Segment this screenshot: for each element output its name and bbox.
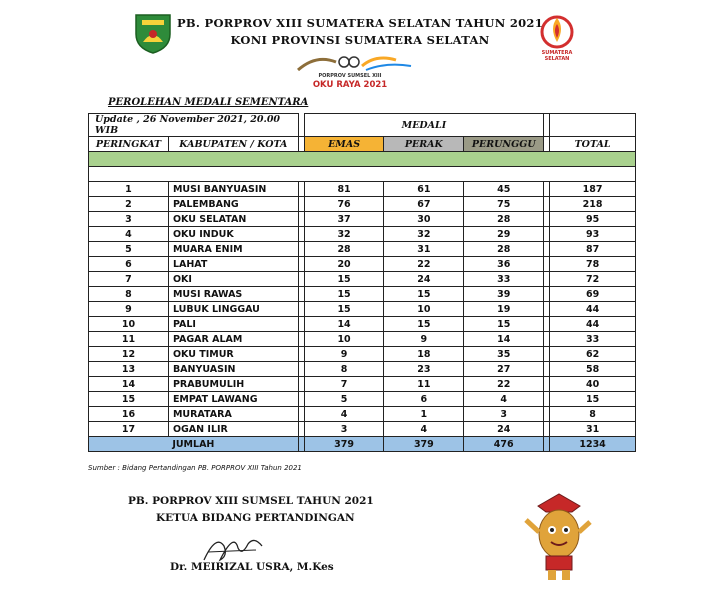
perunggu-cell: 22 xyxy=(464,377,544,392)
kabupaten-cell: MUSI RAWAS xyxy=(168,287,298,302)
totals-total: 1234 xyxy=(550,437,636,452)
perak-cell: 11 xyxy=(384,377,464,392)
col-emas: EMAS xyxy=(304,137,384,152)
medal-table xyxy=(88,113,636,452)
emas-cell: 15 xyxy=(304,302,384,317)
table-row xyxy=(89,272,636,287)
emas-cell: 5 xyxy=(304,392,384,407)
rank-cell: 17 xyxy=(89,422,169,437)
table-row xyxy=(89,362,636,377)
rank-cell: 3 xyxy=(89,212,169,227)
total-cell: 218 xyxy=(550,197,636,212)
emas-cell: 37 xyxy=(304,212,384,227)
kabupaten-cell: MUARA ENIM xyxy=(168,242,298,257)
update-text: Update , 26 November 2021, 20.00 WIB xyxy=(89,114,299,137)
perunggu-cell: 36 xyxy=(464,257,544,272)
kabupaten-cell: BANYUASIN xyxy=(168,362,298,377)
col-perak: PERAK xyxy=(384,137,464,152)
green-band xyxy=(89,152,636,167)
emas-cell: 9 xyxy=(304,347,384,362)
perak-cell: 6 xyxy=(384,392,464,407)
emas-cell: 28 xyxy=(304,242,384,257)
perak-cell: 15 xyxy=(384,287,464,302)
emas-cell: 10 xyxy=(304,332,384,347)
rank-cell: 11 xyxy=(89,332,169,347)
total-cell: 15 xyxy=(550,392,636,407)
kabupaten-cell: MURATARA xyxy=(168,407,298,422)
total-cell: 31 xyxy=(550,422,636,437)
kabupaten-cell: PRABUMULIH xyxy=(168,377,298,392)
kabupaten-cell: EMPAT LAWANG xyxy=(168,392,298,407)
rank-cell: 9 xyxy=(89,302,169,317)
total-cell: 44 xyxy=(550,302,636,317)
medali-header: MEDALI xyxy=(304,114,544,137)
total-cell: 33 xyxy=(550,332,636,347)
totals-row xyxy=(89,437,636,452)
perak-cell: 10 xyxy=(384,302,464,317)
emas-cell: 4 xyxy=(304,407,384,422)
perunggu-cell: 19 xyxy=(464,302,544,317)
perak-cell: 9 xyxy=(384,332,464,347)
emas-cell: 15 xyxy=(304,272,384,287)
total-cell: 69 xyxy=(550,287,636,302)
kabupaten-cell: PAGAR ALAM xyxy=(168,332,298,347)
perak-cell: 31 xyxy=(384,242,464,257)
emas-cell: 7 xyxy=(304,377,384,392)
total-cell: 78 xyxy=(550,257,636,272)
perunggu-cell: 28 xyxy=(464,212,544,227)
kabupaten-cell: LAHAT xyxy=(168,257,298,272)
totals-perunggu: 476 xyxy=(464,437,544,452)
perak-cell: 15 xyxy=(384,317,464,332)
source-note: Sumber : Bidang Pertandingan PB. PORPROV XIII Tahun 2021 xyxy=(88,464,302,472)
rank-cell: 10 xyxy=(89,317,169,332)
table-title: PEROLEHAN MEDALI SEMENTARA xyxy=(108,97,309,108)
table-row xyxy=(89,242,636,257)
event-logo-line2: OKU RAYA 2021 xyxy=(312,80,388,90)
perunggu-cell: 75 xyxy=(464,197,544,212)
table-row xyxy=(89,197,636,212)
koni-logo-caption: SUMATERA SELATAN xyxy=(541,50,573,62)
total-cell: 87 xyxy=(550,242,636,257)
perak-cell: 67 xyxy=(384,197,464,212)
col-total: TOTAL xyxy=(550,137,636,152)
perunggu-cell: 33 xyxy=(464,272,544,287)
col-perunggu: PERUNGGU xyxy=(464,137,544,152)
rank-cell: 7 xyxy=(89,272,169,287)
perunggu-cell: 27 xyxy=(464,362,544,377)
table-row xyxy=(89,392,636,407)
signature-org: PB. PORPROV XIII SUMSEL TAHUN 2021 xyxy=(128,495,374,507)
perunggu-cell: 28 xyxy=(464,242,544,257)
perunggu-cell: 24 xyxy=(464,422,544,437)
kabupaten-cell: MUSI BANYUASIN xyxy=(168,182,298,197)
rank-cell: 1 xyxy=(89,182,169,197)
rank-cell: 4 xyxy=(89,227,169,242)
rank-cell: 5 xyxy=(89,242,169,257)
rank-cell: 12 xyxy=(89,347,169,362)
signature-name: Dr. MEIRIZAL USRA, M.Kes xyxy=(170,561,334,573)
total-cell: 8 xyxy=(550,407,636,422)
perunggu-cell: 4 xyxy=(464,392,544,407)
event-logo xyxy=(296,52,416,94)
perak-cell: 4 xyxy=(384,422,464,437)
emas-cell: 81 xyxy=(304,182,384,197)
total-cell: 187 xyxy=(550,182,636,197)
perak-cell: 18 xyxy=(384,347,464,362)
header-title: PB. PORPROV XIII SUMATERA SELATAN TAHUN 2021 xyxy=(176,16,544,30)
emas-cell: 76 xyxy=(304,197,384,212)
rank-cell: 14 xyxy=(89,377,169,392)
table-row xyxy=(89,407,636,422)
kabupaten-cell: OKU SELATAN xyxy=(168,212,298,227)
table-row xyxy=(89,332,636,347)
table-row xyxy=(89,302,636,317)
mascot-image xyxy=(520,492,598,584)
perunggu-cell: 14 xyxy=(464,332,544,347)
kabupaten-cell: OKU TIMUR xyxy=(168,347,298,362)
perunggu-cell: 39 xyxy=(464,287,544,302)
emas-cell: 15 xyxy=(304,287,384,302)
totals-label: JUMLAH xyxy=(89,437,299,452)
perak-cell: 24 xyxy=(384,272,464,287)
col-kabupaten: KABUPATEN / KOTA xyxy=(168,137,298,152)
perunggu-cell: 3 xyxy=(464,407,544,422)
kabupaten-cell: OKI xyxy=(168,272,298,287)
event-logo-line1: PORPROV SUMSEL XIII xyxy=(318,73,382,79)
perunggu-cell: 29 xyxy=(464,227,544,242)
table-row xyxy=(89,317,636,332)
table-row xyxy=(89,347,636,362)
perak-cell: 30 xyxy=(384,212,464,227)
perak-cell: 32 xyxy=(384,227,464,242)
totals-perak: 379 xyxy=(384,437,464,452)
perunggu-cell: 45 xyxy=(464,182,544,197)
table-row xyxy=(89,227,636,242)
table-row xyxy=(89,377,636,392)
rank-cell: 2 xyxy=(89,197,169,212)
total-cell: 95 xyxy=(550,212,636,227)
table-row xyxy=(89,422,636,437)
emas-cell: 3 xyxy=(304,422,384,437)
perak-cell: 22 xyxy=(384,257,464,272)
rank-cell: 6 xyxy=(89,257,169,272)
emas-cell: 32 xyxy=(304,227,384,242)
table-row xyxy=(89,287,636,302)
rank-cell: 13 xyxy=(89,362,169,377)
rank-cell: 8 xyxy=(89,287,169,302)
total-cell: 93 xyxy=(550,227,636,242)
emas-cell: 14 xyxy=(304,317,384,332)
kabupaten-cell: LUBUK LINGGAU xyxy=(168,302,298,317)
header-subtitle: KONI PROVINSI SUMATERA SELATAN xyxy=(230,33,490,47)
emas-cell: 8 xyxy=(304,362,384,377)
total-cell: 44 xyxy=(550,317,636,332)
handwritten-signature xyxy=(198,526,268,566)
table-row xyxy=(89,212,636,227)
total-cell: 72 xyxy=(550,272,636,287)
perunggu-cell: 15 xyxy=(464,317,544,332)
col-peringkat: PERINGKAT xyxy=(89,137,169,152)
kabupaten-cell: PALI xyxy=(168,317,298,332)
total-cell: 58 xyxy=(550,362,636,377)
emas-cell: 20 xyxy=(304,257,384,272)
totals-emas: 379 xyxy=(304,437,384,452)
perunggu-cell: 35 xyxy=(464,347,544,362)
signature-role: KETUA BIDANG PERTANDINGAN xyxy=(156,512,355,524)
perak-cell: 23 xyxy=(384,362,464,377)
total-cell: 62 xyxy=(550,347,636,362)
total-cell: 40 xyxy=(550,377,636,392)
rank-cell: 16 xyxy=(89,407,169,422)
kabupaten-cell: OKU INDUK xyxy=(168,227,298,242)
table-row xyxy=(89,182,636,197)
perak-cell: 1 xyxy=(384,407,464,422)
kabupaten-cell: OGAN ILIR xyxy=(168,422,298,437)
table-row xyxy=(89,257,636,272)
rank-cell: 15 xyxy=(89,392,169,407)
kabupaten-cell: PALEMBANG xyxy=(168,197,298,212)
perak-cell: 61 xyxy=(384,182,464,197)
